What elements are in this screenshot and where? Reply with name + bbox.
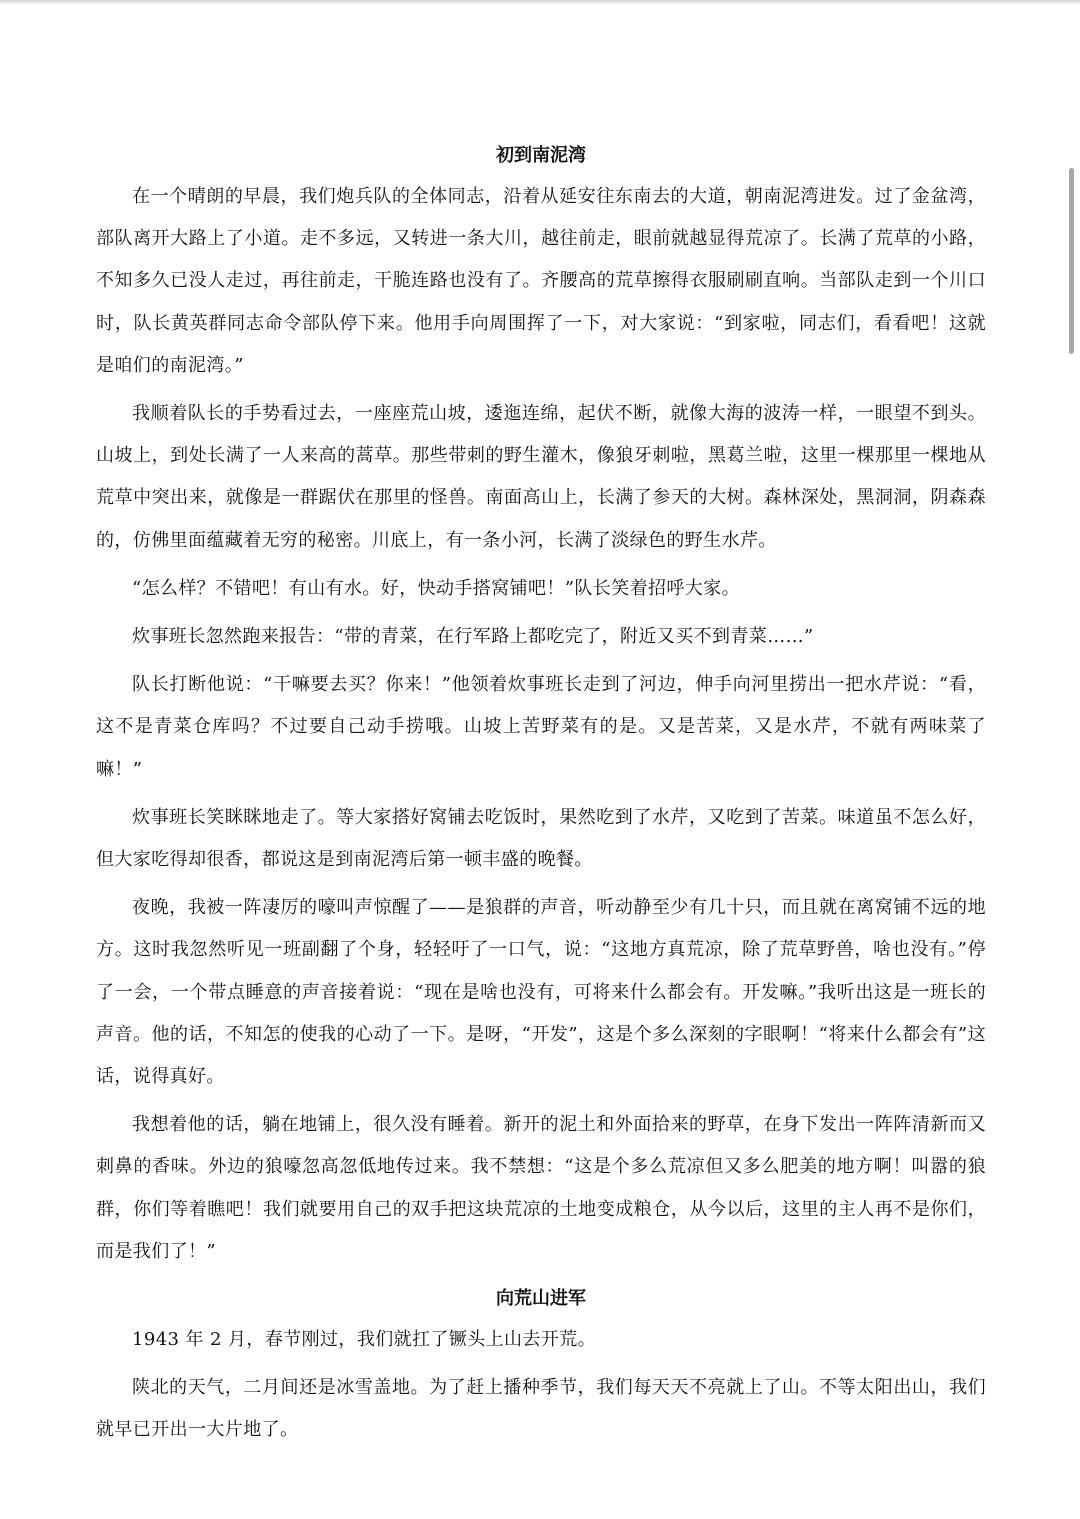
page-top-edge [0,0,1080,5]
document-page [96,128,986,1458]
paragraph: 我顺着队长的手势看过去，一座座荒山坡，逶迤连绵，起伏不断，就像大海的波涛一样，一眼望不到头。山坡上，到处长满了一人来高的蒿草。那些带刺的野生灌木，像狼牙刺啦，黑葛兰啦，这里一棵那里一棵地从荒草中突出来，就像是一群踞伏在那里的怪兽。南面高山上，长满了参天的大树。森林深处，黑洞洞，阴森森的，仿佛里面蕴藏着无穷的秘密。川底上，有一条小河，长满了淡绿色的野生水芹。 [96,403,986,551]
section-title: 初到南泥湾 [496,145,586,166]
paragraph: 1943 年 2 月，春节刚过，我们就扛了镢头上山去开荒。 [132,1329,597,1351]
paragraph: 炊事班长忽然跑来报告：“带的青菜，在行军路上都吃完了，附近又买不到青菜……” [132,626,814,648]
section-title: 向荒山进军 [496,1288,586,1310]
vertical-scrollbar[interactable] [1069,168,1074,354]
paragraph: 队长打断他说：“干嘛要去买？你来！”他领着炊事班长走到了河边，伸手向河里捞出一把水芹说：“看，这不是青菜仓库吗？不过要自己动手捞哦。山坡上苦野菜有的是。又是苦菜，又是水芹，不就有两味菜了嘛！” [96,674,986,780]
paragraph: 夜晚，我被一阵凄厉的嚎叫声惊醒了——是狼群的声音，听动静至少有几十只，而且就在离窝铺不远的地方。这时我忽然听见一班副翻了个身，轻轻吁了一口气，说：“这地方真荒凉，除了荒草野兽，啥也没有。”停了一会，一个带点睡意的声音接着说：“现在是啥也没有，可将来什么都会有。开发嘛。”我听出这是一班长的声音。他的话，不知怎的使我的心动了一下。是呀，“开发”，这是个多么深刻的字眼啊！“将来什么都会有”这话，说得真好。 [96,897,986,1088]
paragraph: 陕北的天气，二月间还是冰雪盖地。为了赶上播种季节，我们每天天不亮就上了山。不等太阳出山，我们就早已开出一大片地了。 [96,1377,986,1441]
paragraph: 在一个晴朗的早晨，我们炮兵队的全体同志，沿着从延安往东南去的大道，朝南泥湾进发。过了金盆湾，部队离开大路上了小道。走不多远，又转进一条大川，越往前走，眼前就越显得荒凉了。长满了荒草的小路，不知多久已没人走过，再往前走，干脆连路也没有了。齐腰高的荒草擦得衣服刷刷直响。当部队走到一个川口时，队长黄英群同志命令部队停下来。他用手向周围挥了一下，对大家说：“到家啦，同志们，看看吧！这就是咱们的南泥湾。” [96,186,986,376]
paragraph: 炊事班长笑眯眯地走了。等大家搭好窝铺去吃饭时，果然吃到了水芹，又吃到了苦菜。味道虽不怎么好，但大家吃得却很香，都说这是到南泥湾后第一顿丰盛的晚餐。 [96,806,986,871]
paragraph: “怎么样？不错吧！有山有水。好，快动手搭窝铺吧！”队长笑着招呼大家。 [132,577,741,599]
paragraph: 我想着他的话，躺在地铺上，很久没有睡着。新开的泥土和外面拾来的野草，在身下发出一阵阵清新而又刺鼻的香味。外边的狼嚎忽高忽低地传过来。我不禁想：“这是个多么荒凉但又多么肥美的地方啊！叫嚣的狼群，你们等着瞧吧！我们就要用自己的双手把这块荒凉的土地变成粮仓，从今以后，这里的主人再不是你们，而是我们了！” [96,1114,986,1262]
